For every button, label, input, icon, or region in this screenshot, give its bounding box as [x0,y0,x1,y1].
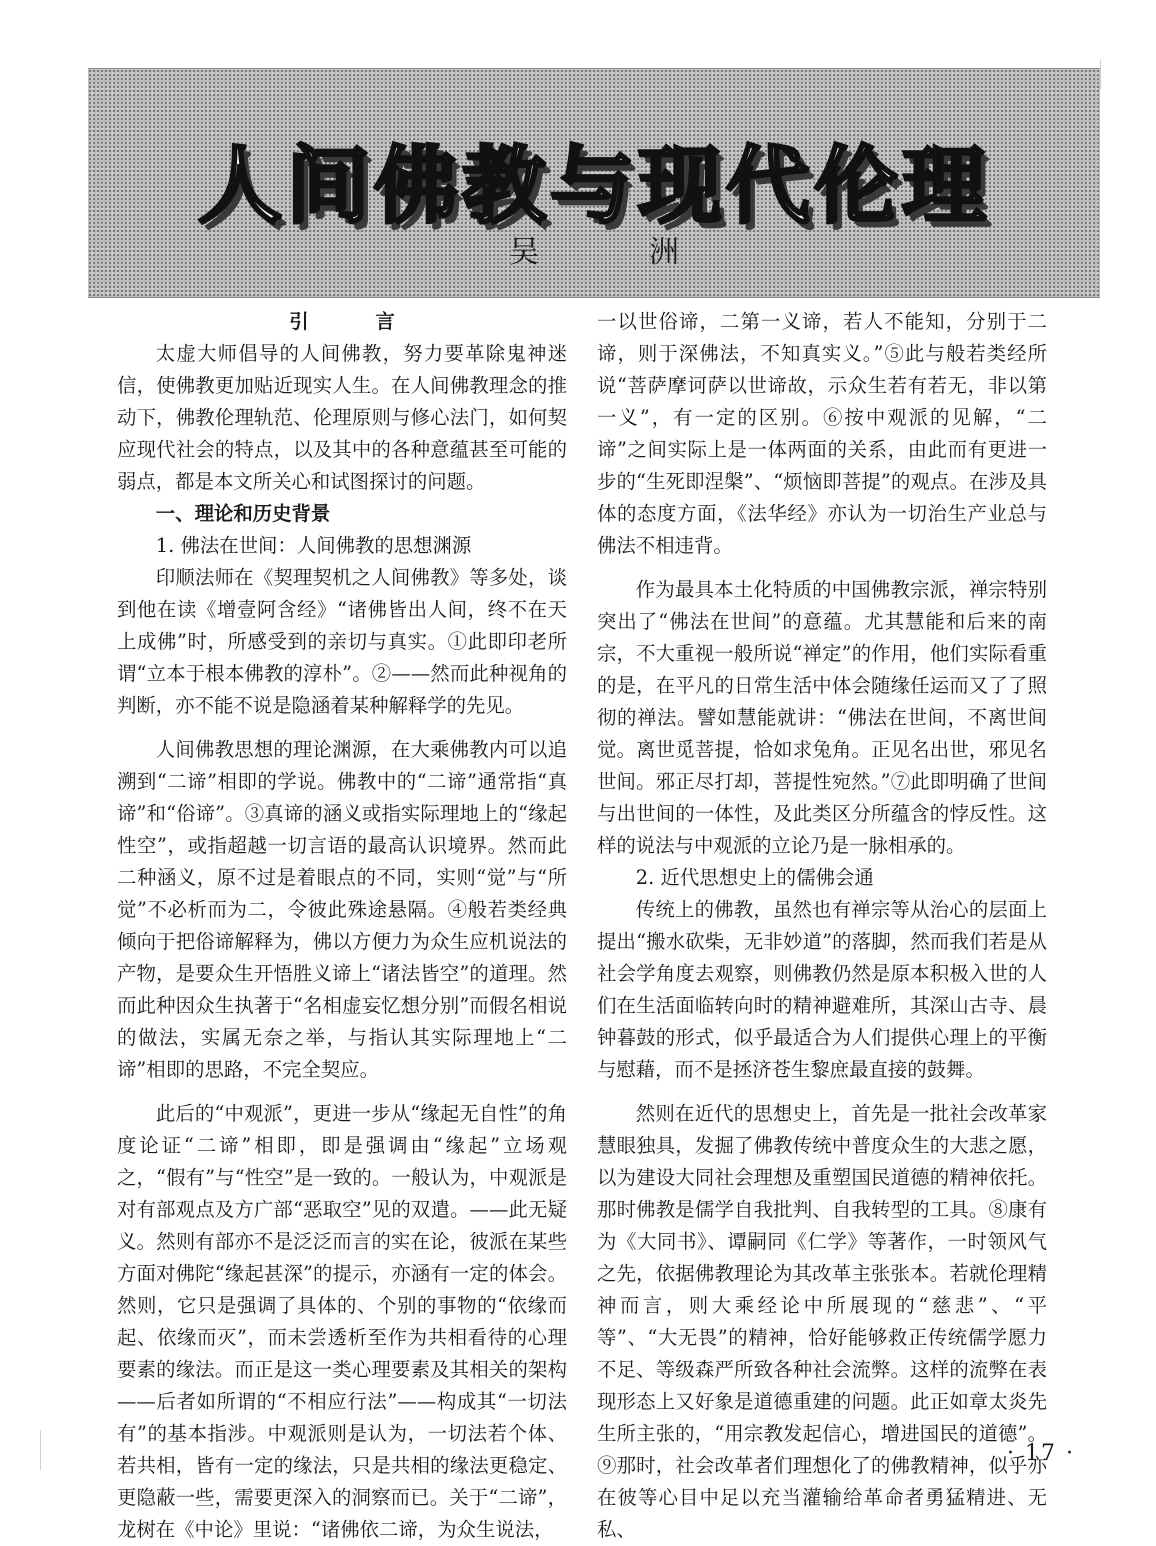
scan-mark [40,1430,41,1470]
section-heading-intro: 引 言 [289,310,425,333]
section-heading: 一、理论和历史背景 [155,502,331,525]
title-banner [88,68,1100,298]
paragraph: 印顺法师在《契理契机之人间佛教》等多处，谈到他在读《增壹阿含经》“诸佛皆出人间，终不在天上成佛”时，所感受到的亲切与真实。①此即印老所谓“立本于根本佛教的淳朴”。②——然而此种视角的判断，亦不能不说是隐涵着某种解释学的先见。 [117,566,567,717]
paragraph: 此后的“中观派”，更进一步从“缘起无自性”的角度论证“二谛”相即，即是强调由“缘起”立场观之，“假有”与“性空”是一致的。一般认为，中观派是对有部观点及方广部“恶取空”见的双遣。——此无疑义。然则有部亦不是泛泛而言的实在论，彼派在某些方面对佛陀“缘起甚深”的提示，亦涵有一定的体会。然则，它只是强调了具体的、个别的事物的“依缘而起、依缘而灭”，而未尝透析至作为共相看待的心理要素的缘法。而正是这一类心理要素及其相关的架构——后者如所谓的“不相应行法”——构成其“一切法有”的基本指涉。中观派则是认为，一切法若个体、若共相，皆有一定的缘法，只是共相的缘法更稳定、更隐蔽一些，需要更深入的洞察而已。关于“二谛”，龙树在《中论》里说：“诸佛依二谛，为众生说法， [117,1102,567,1541]
paragraph: 作为最具本土化特质的中国佛教宗派，禅宗特别突出了“佛法在世间”的意蕴。尤其慧能和后来的南宗，不大重视一般所说“禅定”的作用，他们实际看重的是，在平凡的日常生活中体会随缘任运而又了了照彻的禅法。譬如慧能就讲：“佛法在世间，不离世间觉。离世觅菩提，恰如求兔角。正见名出世，邪见名世间。邪正尽打却，菩提性宛然。”⑦此即明确了世间与出世间的一体性，及此类区分所蕴含的悖反性。这样的说法与中观派的立论乃是一脉相承的。 [597,578,1047,857]
article-author: 吴 洲 [509,235,719,270]
subsection-heading: 1. 佛法在世间：人间佛教的思想渊源 [155,534,472,557]
paragraph: 然则在近代的思想史上，首先是一批社会改革家慧眼独具，发掘了佛教传统中普度众生的大悲之愿，以为建设大同社会理想及重塑国民道德的精神依托。那时佛教是儒学自我批判、自我转型的工具。⑧康有为《大同书》、谭嗣同《仁学》等著作，一时领风气之先，依据佛教理论为其改革主张张本。若就伦理精神而言，则大乘经论中所展现的“慈悲”、“平等”、“大无畏”的精神，恰好能够救正传统儒学愿力不足、等级森严所致各种社会流弊。这样的流弊在表现形态上又好象是道德重建的问题。此正如章太炎先生所主张的，“用宗教发起信心，增进国民的道德”。⑨那时，社会改革者们理想化了的佛教精神，似乎亦在彼等心目中足以充当灌输给革命者勇猛精进、无私、 [597,1102,1047,1541]
right-column [597,306,1047,1546]
paragraph: 人间佛教思想的理论渊源，在大乘佛教内可以追溯到“二谛”相即的学说。佛教中的“二谛”通常指“真谛”和“俗谛”。③真谛的涵义或指实际理地上的“缘起性空”，或指超越一切言语的最高认识境界。然而此二种涵义，原不过是着眼点的不同，实则“觉”与“所觉”不必析而为二，令彼此殊途悬隔。④般若类经典倾向于把俗谛解释为，佛以方便力为众生应机说法的产物，是要众生开悟胜义谛上“诸法皆空”的道理。然而此种因众生执著于“名相虚妄忆想分别”而假名相说的做法，实属无奈之举，与指认其实际理地上“二谛”相即的思路，不完全契应。 [117,738,567,1081]
page-number: · 17 · [1007,1441,1075,1466]
article-title: 人间佛教与现代伦理 [197,137,990,235]
subsection-heading: 2. 近代思想史上的儒佛会通 [635,866,874,889]
paragraph-continued: 一以世俗谛，二第一义谛，若人不能知，分别于二谛，则于深佛法，不知真实义。”⑤此与般若类经所说“菩萨摩诃萨以世谛故，示众生若有若无，非以第一义”，有一定的区别。⑥按中观派的见解，“二谛”之间实际上是一体两面的关系，由此而有更进一步的“生死即涅槃”、“烦恼即菩提”的观点。在涉及具体的态度方面，《法华经》亦认为一切治生产业总与佛法不相违背。 [597,310,1047,557]
scan-mark [1100,60,1101,90]
paragraph: 太虚大师倡导的人间佛教，努力要革除鬼神迷信，使佛教更加贴近现实人生。在人间佛教理念的推动下，佛教伦理轨范、伦理原则与修心法门，如何契应现代社会的特点，以及其中的各种意蕴甚至可能的弱点，都是本文所关心和试图探讨的问题。 [117,342,567,493]
left-column [117,306,567,1546]
paragraph: 传统上的佛教，虽然也有禅宗等从治心的层面上提出“搬水砍柴，无非妙道”的落脚，然而我们若是从社会学角度去观察，则佛教仍然是原本积极入世的人们在生活面临转向时的精神避难所，其深山古寺、晨钟暮鼓的形式，似乎最适合为人们提供心理上的平衡与慰藉，而不是拯济苍生黎庶最直接的鼓舞。 [597,898,1047,1081]
